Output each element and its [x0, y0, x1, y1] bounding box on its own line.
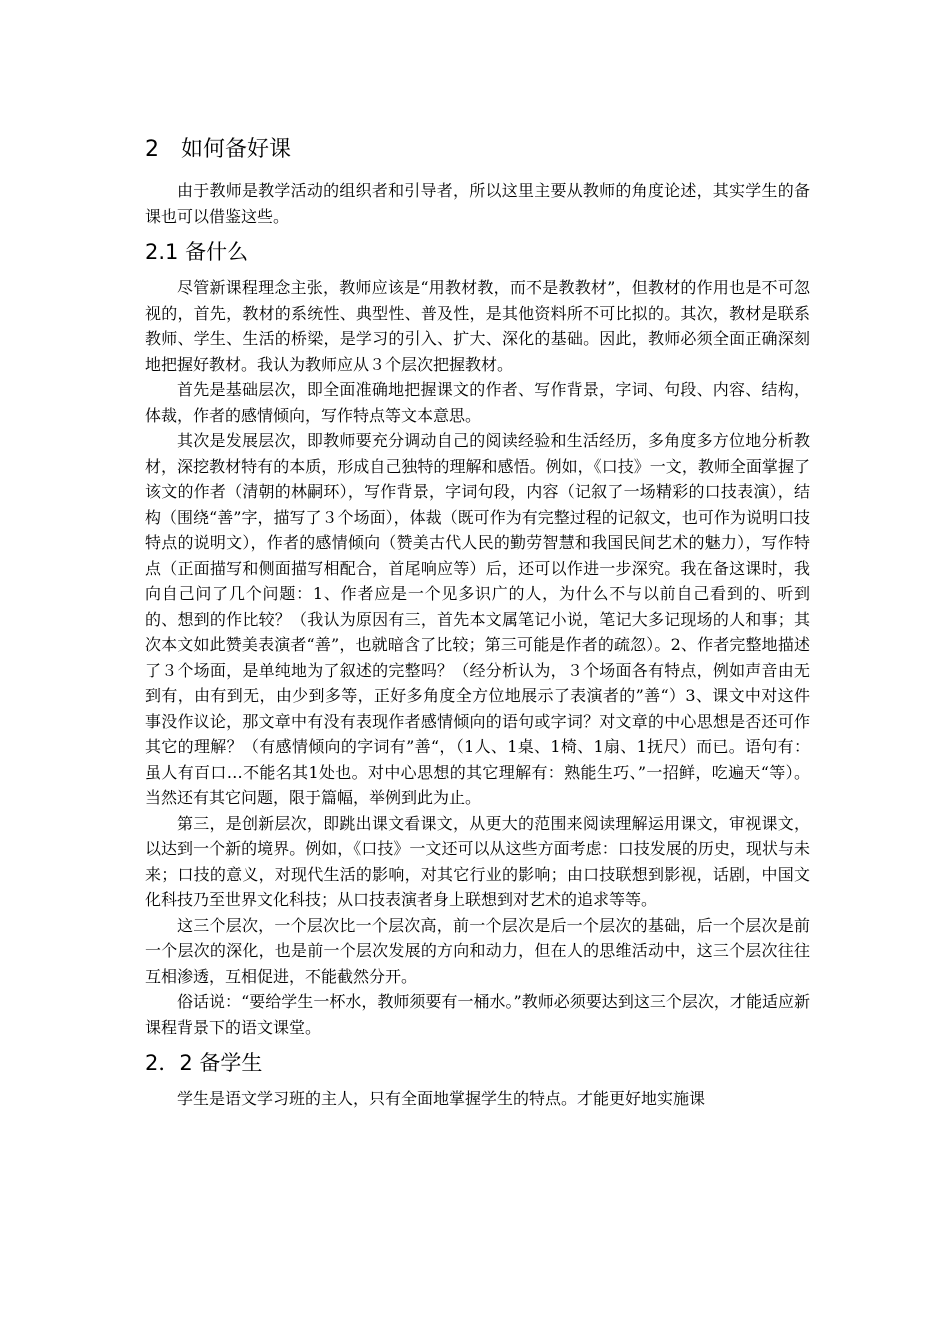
- paragraph-proverb: 俗话说：“要给学生一杯水，教师须要有一桶水。”教师必须要达到这三个层次，才能适应新课程背景下的语文课堂。: [145, 992, 810, 1037]
- subsection-heading-2-1: 2.1 备什么: [145, 240, 249, 264]
- section-number: 2: [145, 137, 159, 162]
- paragraph-innovation-level: 第三，是创新层次，即跳出课文看课文，从更大的范围来阅读理解运用课文，审视课文，以达到一个新的境界。例如，《口技》一文还可以从这些方面考虑：口技发展的历史，现状与未来；口技的意义，对现代生活的影响，对其它行业的影响；由口技联想到影视，话剧，中国文化科技乃至世界文化科技；从口技表演者身上联想到对艺术的追求等等。: [145, 813, 810, 909]
- subsection-heading-2-2: 2．2 备学生: [145, 1051, 263, 1075]
- paragraph-basic-level: 首先是基础层次，即全面准确地把握课文的作者、写作背景，字词、句段、内容、结构，体裁，作者的感情倾向，写作特点等文本意思。: [145, 380, 810, 425]
- section-title: 如何备好课: [181, 137, 292, 162]
- paragraph-three-levels: 这三个层次，一个层次比一个层次高，前一个层次是后一个层次的基础，后一个层次是前一个层次的深化，也是前一个层次发展的方向和动力，但在人的思维活动中，这三个层次往往互相渗透，互相促进，不能截然分开。: [145, 915, 810, 986]
- paragraph-students: 学生是语文学习班的主人，只有全面地掌握学生的特点。才能更好地实施课: [177, 1089, 706, 1108]
- paragraph-textbook-importance: 尽管新课程理念主张，教师应该是“用教材教，而不是教教材”，但教材的作用也是不可忽视的，首先，教材的系统性、典型性、普及性，是其他资料所不可比拟的。其次，教材是联系教师、学生、生活的桥梁，是学习的引入、扩大、深化的基础。因此，教师必须全面正确深刻地把握好教材。我认为教师应从３个层次把握教材。: [145, 278, 810, 374]
- section-heading: [145, 130, 810, 170]
- section-intro-paragraph: 由于教师是教学活动的组织者和引导者，所以这里主要从教师的角度论述，其实学生的备课也可以借鉴这些。: [145, 181, 810, 226]
- document-body: [145, 130, 810, 1112]
- paragraph-development-level: 其次是发展层次，即教师要充分调动自己的阅读经验和生活经历，多角度多方位地分析教材，深挖教材特有的本质，形成自己独特的理解和感悟。例如，《口技》一文，教师全面掌握了该文的作者（清朝的林嗣环），写作背景，字词句段，内容（记叙了一场精彩的口技表演），结构（围绕“善”字，描写了３个场面），体裁（既可作为有完整过程的记叙文，也可作为说明口技特点的说明文），作者的感情倾向（赞美古代人民的勤劳智慧和我国民间艺术的魅力），写作特点（正面描写和侧面描写相配合，首尾响应等）后，还可以作进一步深究。我在备这课时，我向自己问了几个问题：1、作者应是一个见多识广的人，为什么不与以前自己看到的、听到的、想到的作比较？（我认为原因有三，首先本文属笔记小说，笔记大多记现场的人和事；其次本文如此赞美表演者“善”，也就暗含了比较；第三可能是作者的疏忽）。2、作者完整地描述了３个场面，是单纯地为了叙述的完整吗？（经分析认为，３个场面各有特点，例如声音由无到有，由有到无，由少到多等，正好多角度全方位地展示了表演者的”善“）3、课文中对这件事没作议论，那文章中有没有表现作者感情倾向的语句或字词？对文章的中心思想是否还可作其它的理解？（有感情倾向的字词有”善“，（1人、1桌、1椅、1扇、1抚尺）而已。语句有：虽人有百口…不能名其1处也。对中心思想的其它理解有：熟能生巧、”一招鲜，吃遍天“等）。当然还有其它问题，限于篇幅，举例到此为止。: [145, 431, 810, 807]
